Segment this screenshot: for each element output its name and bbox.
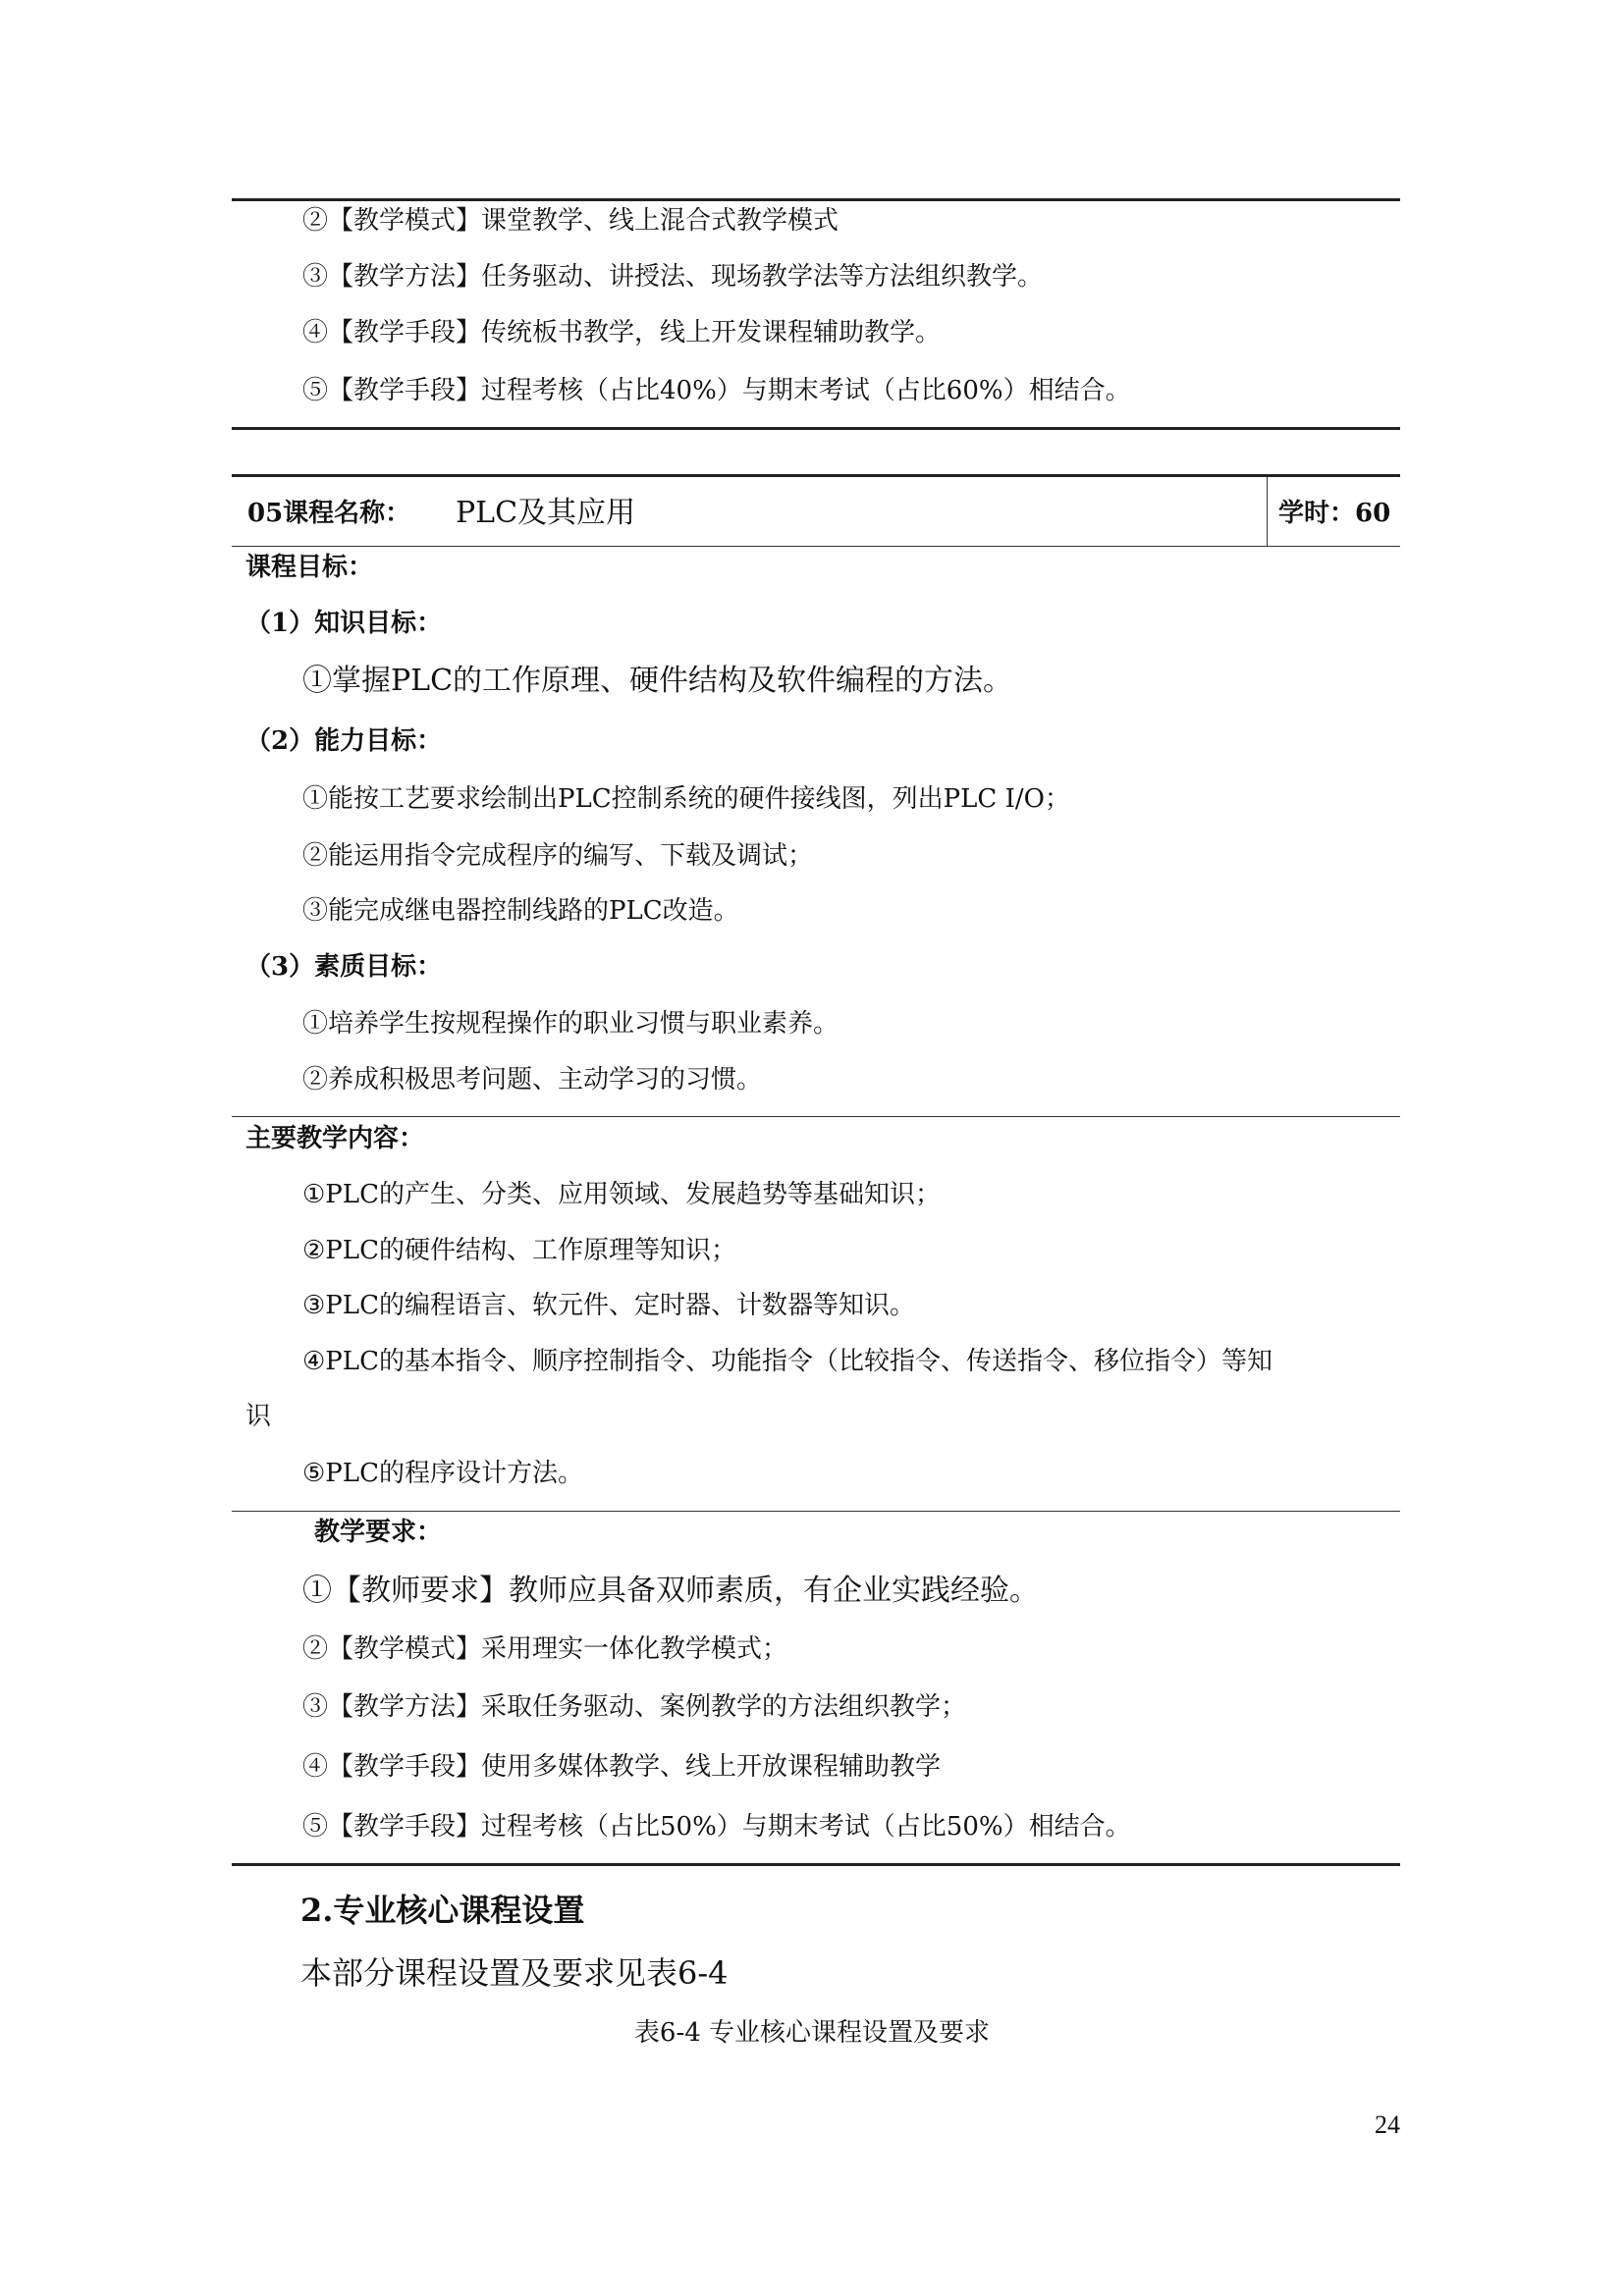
ability-title: （2）能力目标： — [245, 726, 443, 756]
list-item: ①【教师要求】教师应具备双师素质，有企业实践经验。 — [302, 1574, 1039, 1608]
quality-title: （3）素质目标： — [245, 952, 443, 982]
table-bottom-rule — [232, 427, 1400, 430]
section-heading: 2.专业核心课程设置 — [300, 1892, 585, 1929]
list-item: ③能完成继电器控制线路的PLC改造。 — [302, 896, 739, 926]
course-table-top-rule — [232, 474, 1400, 477]
table-caption: 表6-4 专业核心课程设置及要求 — [633, 2018, 991, 2048]
list-item: ②PLC的硬件结构、工作原理等知识； — [302, 1236, 736, 1265]
list-item: ①能按工艺要求绘制出PLC控制系统的硬件接线图，列出PLC I/O； — [302, 784, 1070, 814]
section-paragraph: 本部分课程设置及要求见表6-4 — [300, 1954, 729, 1992]
header-rule — [232, 546, 1400, 547]
course-table-bottom-rule — [232, 1863, 1400, 1866]
list-item: ③【教学方法】任务驱动、讲授法、现场教学法等方法组织教学。 — [302, 262, 1044, 292]
list-item: ①培养学生按规程操作的职业习惯与职业素养。 — [302, 1009, 839, 1039]
goals-title: 课程目标： — [245, 553, 374, 582]
content-title: 主要教学内容： — [245, 1124, 425, 1153]
list-item: ②【教学模式】课堂教学、线上混合式教学模式 — [302, 206, 839, 236]
list-item: ②养成积极思考问题、主动学习的习惯。 — [302, 1065, 763, 1095]
list-item: ①PLC的产生、分类、应用领域、发展趋势等基础知识； — [302, 1180, 941, 1209]
requirements-title: 教学要求： — [314, 1518, 443, 1547]
list-item: ③【教学方法】采取任务驱动、案例教学的方法组织教学； — [302, 1692, 967, 1722]
section-rule — [232, 1511, 1400, 1512]
list-item: ①掌握PLC的工作原理、硬件结构及软件编程的方法。 — [302, 664, 1013, 698]
knowledge-title: （1）知识目标： — [245, 609, 443, 638]
course-name: PLC及其应用 — [456, 496, 636, 530]
course-name-label: 05课程名称： — [247, 499, 411, 528]
list-item: ⑤PLC的程序设计方法。 — [302, 1459, 583, 1488]
table-top-rule — [232, 198, 1400, 201]
list-item: ⑤【教学手段】过程考核（占比40%）与期末考试（占比60%）相结合。 — [302, 376, 1131, 405]
list-item: ④PLC的基本指令、顺序控制指令、功能指令（比较指令、传送指令、移位指令）等知 — [302, 1347, 1272, 1376]
list-item: ②【教学模式】采用理实一体化教学模式； — [302, 1634, 788, 1664]
list-item: ④【教学手段】使用多媒体教学、线上开放课程辅助教学 — [302, 1752, 942, 1782]
list-item: ③PLC的编程语言、软元件、定时器、计数器等知识。 — [302, 1291, 915, 1320]
page-number: 24 — [1375, 2110, 1400, 2139]
list-item: ②能运用指令完成程序的编写、下载及调试； — [302, 841, 814, 871]
list-item-continued: 识 — [245, 1402, 272, 1431]
header-divider — [1267, 477, 1268, 546]
list-item: ④【教学手段】传统板书教学，线上开发课程辅助教学。 — [302, 318, 942, 347]
section-rule — [232, 1116, 1400, 1117]
list-item: ⑤【教学手段】过程考核（占比50%）与期末考试（占比50%）相结合。 — [302, 1812, 1131, 1842]
course-hours: 学时：60 — [1278, 499, 1391, 528]
